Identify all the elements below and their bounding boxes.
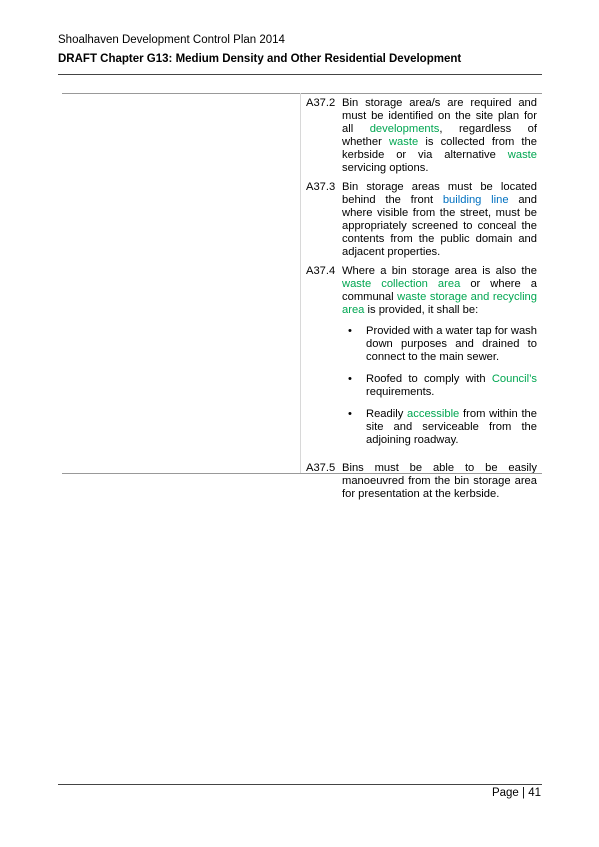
provision-text: , regardless of whether (342, 123, 537, 148)
provision-paragraph (342, 97, 537, 175)
glossary-link-waste[interactable]: waste (507, 149, 537, 161)
provision-body (342, 97, 537, 175)
list-item (342, 325, 537, 364)
provisions-list (306, 97, 537, 507)
list-item (342, 408, 537, 447)
provision-text: Roofed to comply with (366, 373, 492, 385)
provision-a37-4 (306, 265, 537, 456)
provision-text: is provided, it shall be: (364, 304, 479, 316)
glossary-link-waste-collection-area[interactable]: waste collection area (342, 278, 461, 290)
provision-text: Provided with a water tap for wash down purposes and drained to connect to the main sewer. (366, 325, 538, 363)
bullet-text (366, 408, 537, 447)
glossary-link-building-line[interactable]: building line (442, 194, 509, 206)
provision-text: Readily (366, 408, 408, 420)
glossary-link-council-s[interactable]: Council’s (491, 373, 537, 385)
provision-text: Where a bin storage area is also the (342, 265, 537, 277)
provision-text: Bin storage area/s are required and must be identified on the site plan for all (342, 97, 537, 135)
provision-paragraph (342, 265, 537, 317)
provision-text: and where visible from the street, must be appropriately screened to conceal the contents from the public domain and adjacent properties. (342, 194, 538, 258)
provision-number: A37.5 (306, 462, 336, 474)
provision-bullet-list (342, 325, 537, 447)
provision-text: from within the site and serviceable from the adjoining roadway. (366, 408, 537, 446)
page-number: Page | 41 (491, 787, 541, 799)
provision-text: Bin storage areas must be located behind the front (342, 181, 537, 206)
provision-a37-3 (306, 181, 537, 259)
table-bottom-rule (62, 473, 542, 474)
bullet-text (366, 325, 537, 364)
glossary-link-waste-storage-and-recycling-area[interactable]: waste storage and recycling area (342, 291, 537, 316)
provision-number: A37.3 (306, 181, 336, 193)
provision-number: A37.2 (306, 97, 336, 109)
header-chapter-title: DRAFT Chapter G13: Medium Density and Other Residential Development (58, 53, 462, 65)
provision-text: is collected from the kerbside or via alternative (342, 136, 537, 161)
header-title: Shoalhaven Development Control Plan 2014 (58, 34, 285, 46)
provision-body (342, 181, 537, 259)
table-top-rule (62, 93, 542, 94)
provision-text: servicing options. (342, 162, 429, 174)
footer-rule (58, 784, 542, 785)
provision-body (342, 462, 537, 501)
provision-text: Bins must be able to be easily manoeuvred from the bin storage area for presentation at the kerbside. (342, 462, 537, 500)
glossary-link-developments[interactable]: developments (369, 123, 440, 135)
provision-paragraph (342, 181, 537, 259)
provision-text: or where a communal (342, 278, 537, 303)
bullet-icon: • (348, 325, 352, 337)
list-item (342, 373, 537, 399)
provision-a37-5 (306, 462, 537, 501)
provision-text: requirements. (366, 386, 435, 398)
provision-body (342, 265, 537, 456)
bullet-icon: • (348, 373, 352, 385)
provision-a37-2 (306, 97, 537, 175)
header-rule (58, 74, 542, 75)
provision-number: A37.4 (306, 265, 336, 277)
table-column-divider (300, 93, 301, 473)
glossary-link-waste[interactable]: waste (388, 136, 419, 148)
provision-paragraph (342, 462, 537, 501)
glossary-link-accessible[interactable]: accessible (407, 408, 460, 420)
bullet-icon: • (348, 408, 352, 420)
bullet-text (366, 373, 537, 399)
